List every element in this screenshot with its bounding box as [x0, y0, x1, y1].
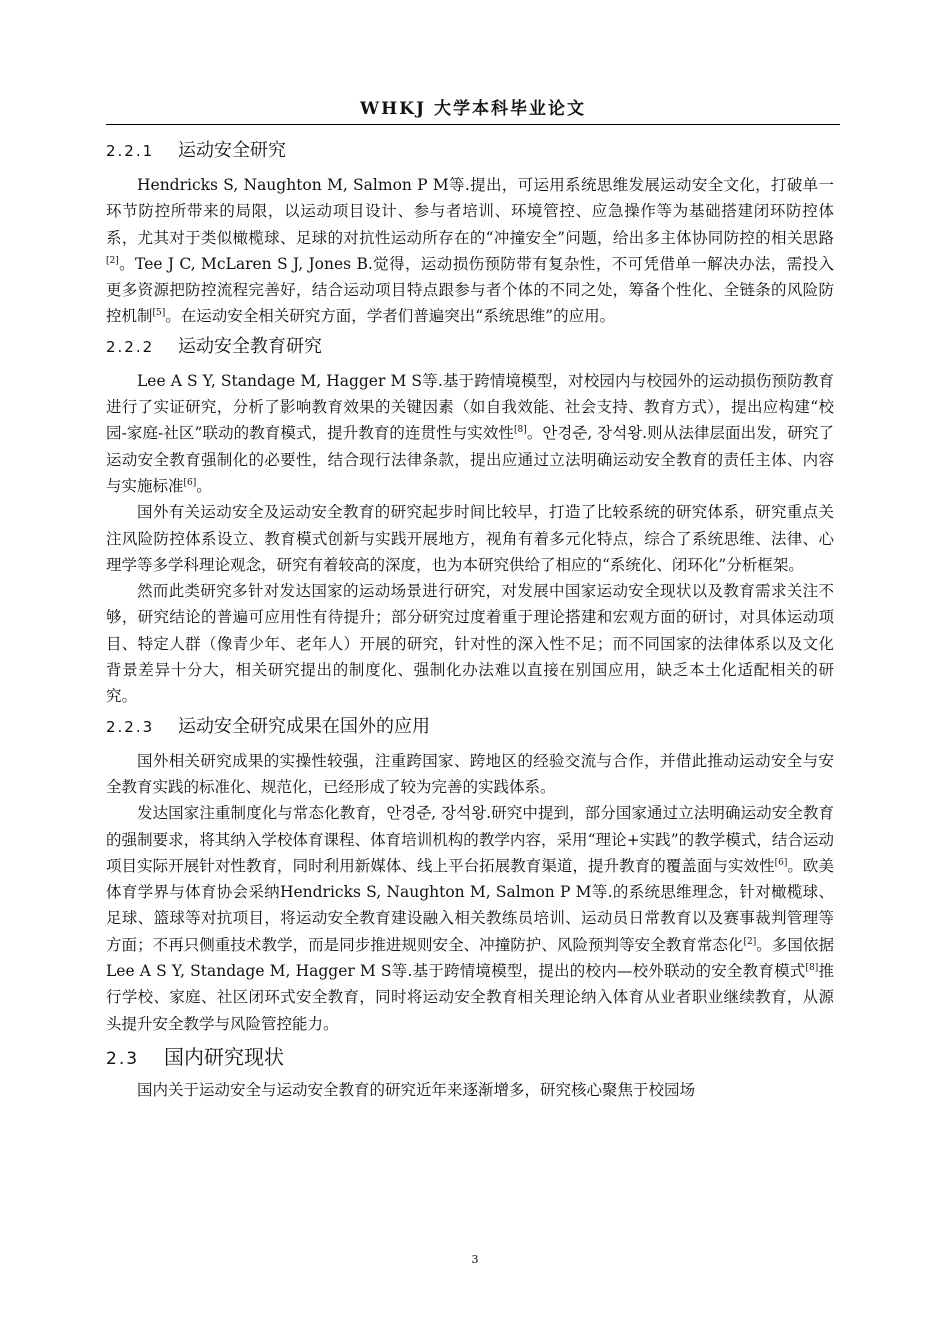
citation: [2]	[743, 936, 757, 947]
section-heading-2-2-1	[106, 136, 834, 166]
section-title: 运动安全教育研究	[178, 335, 322, 357]
text-run: 。안경준, 장석왕.则从法律层面出发，研究了运动安全教育强制化的必要性，结合现行法律条款，提出应通过立法明确运动安全教育的责任主体、内容与实施标准	[106, 424, 834, 495]
citation: [5]	[152, 308, 166, 319]
section-number: 2.3	[106, 1048, 140, 1069]
paragraph: 国外相关研究成果的实操性较强，注重跨国家、跨地区的经验交流与合作，并借此推动运动安全与安全教育实践的标准化、规范化，已经形成了较为完善的实践体系。	[106, 751, 834, 796]
text-run: 。Tee J C, McLaren S J, Jones B.觉得，运动损伤预防带有复杂性，不可凭借单一解决办法，需投入更多资源把防控流程完善好，结合运动项目特点跟参与者个体的不同之处，筹备个性化、全链条的风险防控机制	[106, 254, 834, 326]
paragraph	[106, 800, 834, 1037]
page-number: 3	[471, 1253, 479, 1266]
text-run: 。欧美体育学界与体育协会采纳Hendricks S, Naughton M, Salmon P M等.的系统思维理念，针对橄榄球、足球、篮球等对抗项目，将运动安全教育建设融入相关教练员培训、运动员日常教育以及赛事裁判管理等方面；不再只侧重技术教学，而是同步推进规则安全、冲撞防护、风险预判等安全教育常态化	[106, 856, 834, 954]
text-run: Hendricks S, Naughton M, Salmon P M等.提出，可运用系统思维发展运动安全文化，打破单一环节防控所带来的局限，以运动项目设计、参与者培训、环境管控、应急操作等为基础搭建闭环防控体系，尤其对于类似橄榄球、足球的对抗性运动所存在的“冲撞安全”问题，给出多主体协同防控的相关思路	[106, 176, 834, 247]
text-run: 。在运动安全相关研究方面，学者们普遍突出“系统思维”的应用。	[165, 307, 616, 326]
section-number: 2.2.3	[106, 717, 155, 736]
text-run: Lee A S Y, Standage M, Hagger M S等.基于跨情境模型，对校园内与校园外的运动损伤预防教育进行了实证研究，分析了影响教育效果的关键因素（如自我效能、社会支持、教育方式），提出应构建“校园-家庭-社区”联动的教育模式，提升教育的连贯性与实效性	[106, 371, 834, 443]
paragraph: 然而此类研究多针对发达国家的运动场景进行研究，对发展中国家运动安全现状以及教育需求关注不够，研究结论的普遍可应用性有待提升；部分研究过度着重于理论搭建和宏观方面的研讨，对具体运动项目、特定人群（像青少年、老年人）开展的研究，针对性的深入性不足；而不同国家的法律体系以及文化背景差异十分大，相关研究提出的制度化、强制化办法难以直接在别国应用，缺乏本土化适配相关的研究。	[106, 582, 834, 706]
paragraph	[106, 368, 834, 499]
header-divider	[106, 124, 840, 125]
section-number: 2.2.2	[106, 337, 155, 356]
section-number: 2.2.1	[106, 142, 155, 160]
paragraph	[106, 172, 834, 330]
citation: [2]	[106, 255, 119, 266]
citation: [8]	[805, 962, 819, 973]
section-heading-2-3	[106, 1041, 834, 1075]
citation: [8]	[514, 425, 527, 436]
text-run: 推行学校、家庭、社区闭环式安全教育，同时将运动安全教育相关理论纳入体育从业者职业继续教育，从源头提升安全教学与风险管控能力。	[106, 962, 834, 1033]
section-heading-2-2-3	[106, 712, 834, 742]
section-title: 运动安全研究	[178, 140, 286, 161]
section-title: 国内研究现状	[164, 1044, 284, 1069]
paragraph: 国内关于运动安全与运动安全教育的研究近年来逐渐增多，研究核心聚焦于校园场	[137, 1080, 696, 1099]
paragraph: 国外有关运动安全及运动安全教育的研究起步时间比较早，打造了比较系统的研究体系，研究重点关注风险防控体系设立、教育模式创新与实践开展地方，视角有着多元化特点，综合了系统思维、法律、心理学等多学科理论观念，研究有着较高的深度，也为本研究供给了相应的“系统化、闭环化”分析框架。	[106, 503, 834, 574]
citation: [6]	[774, 857, 788, 868]
document-body	[106, 134, 834, 1103]
text-run: 发达国家注重制度化与常态化教育，안경준, 장석왕.研究中提到，部分国家通过立法明确运动安全教育的强制要求，将其纳入学校体育课程、体育培训机构的教学内容，采用“理论+实践”的教学模式，结合运动项目实际开展针对性教育，同时利用新媒体、线上平台拓展教育渠道，提升教育的覆盖面与实效性	[106, 804, 834, 875]
text-run: 。多国依据Lee A S Y, Standage M, Hagger M S等.基于跨情境模型，提出的校内—校外联动的安全教育模式	[106, 935, 834, 981]
section-heading-2-2-2	[106, 332, 834, 362]
section-title: 运动安全研究成果在国外的应用	[178, 715, 430, 737]
page-header-title: WHKJ 大学本科毕业论文	[360, 99, 586, 119]
text-run: 。	[196, 476, 212, 495]
citation: [6]	[183, 477, 197, 488]
